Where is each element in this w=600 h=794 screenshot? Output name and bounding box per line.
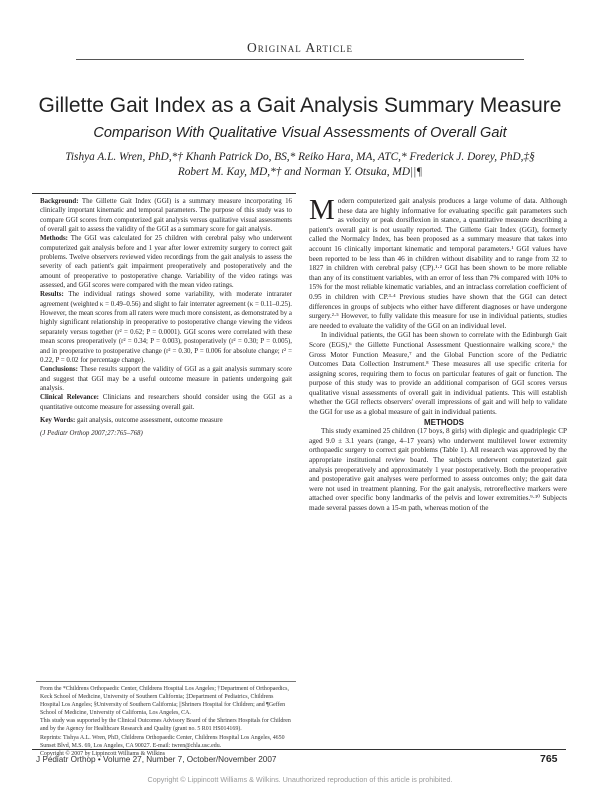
relevance-text: Clinicians and researchers should consider using the GGI as a quantitative outcome measure for assessing overall gait.: [40, 394, 292, 411]
footer-divider: [32, 749, 566, 750]
results-label: Results:: [40, 291, 64, 299]
intro-paragraph-1: [309, 194, 567, 331]
footnote-support: This study was supported by the Clinical Outcomes Advisory Board of the Shriners Hospitals for Children and by the Agency for Healthcare Research and Quality (grant no. 5 R01 HS014169).: [40, 718, 291, 733]
background-label: Background:: [40, 198, 79, 205]
footnotes: [40, 685, 292, 758]
citation: (J Pediatr Orthop 2007;27:765–768): [40, 430, 143, 438]
section-divider: [76, 59, 524, 60]
footnote-divider: [36, 681, 296, 682]
body-text: [309, 194, 567, 514]
methods-heading: METHODS: [424, 417, 464, 427]
abstract-keywords: [40, 416, 292, 425]
abstract-background: [40, 197, 292, 234]
article-subtitle: Comparison With Qualitative Visual Assessments of Overall Gait: [93, 125, 507, 141]
authors-line-2: Robert M. Kay, MD,*† and Norman Y. Otsuka, MD||¶: [177, 166, 423, 178]
authors-line-1: Tishya A.L. Wren, PhD,*† Khanh Patrick Do, BS,* Reiko Hara, MA, ATC,* Frederick J. Dorey, PhD,‡§: [65, 151, 535, 163]
abstract-methods: [40, 234, 292, 290]
intro-paragraph-1-text: odern computerized gait analysis produces a large volume of data. Although these data are highly informative for evaluating specific gait parameters such as velocity or peak dorsiflexion in stance, a quantitative measure describing a patient's overall gait is not usually reported. The Gillette Gait Index (GGI), formerly called the Normalcy Index, has been proposed as a summary measure that takes into account 16 clinically important kinematic and temporal parameters.¹ GGI values have been reported to be less than 46 in children without disability and to range from 32 to 1827 in children with cerebral palsy (CP).¹·² GGI has been shown to be more reliable than any of its constituent variables, with an error of less than 7% compared with 10% to 15% for the most reliable kinematic variables, and an intraclass correlation coefficient of 0.95 in children with CP.³·⁴ Previous studies have shown that the GGI can detect differences in groups of subjects who either have different diagnoses or have undergone surgery.²·⁵ However, to fully validate this measure for use in individual patients, studies are needed to evaluate the validity of the GGI on an individual level.: [309, 197, 567, 330]
footnote-copyright: Copyright © 2007 by Lippincott Williams & Wilkins: [40, 750, 166, 757]
keywords-label: Key Words:: [40, 416, 76, 424]
author-list: [40, 150, 560, 180]
drop-cap: M: [309, 194, 335, 226]
conclusions-label: Conclusions:: [40, 366, 78, 374]
footnote-reprints: Reprints: Tishya A.L. Wren, PhD, Childrens Orthopaedic Center, Childrens Hospital Los Angeles, 4650 Sunset Blvd, M.S. 69, Los Angeles, CA 90027. E-mail: twren@chla.usc.edu.: [40, 734, 285, 749]
intro-paragraph-2: In individual patients, the GGI has been shown to correlate with the Edinburgh Gait Score (EGS),⁶ the Gillette Functional Assessment Questionnaire walking score,⁶ the Gross Motor Function Measure,⁷ and the Global Function score of the Pediatric Outcomes Data Collection Instrument.⁸ These measures all use specific criteria for assigning scores, requiring them to focus on particular features of gait or function. The purpose of this study was to provide an additional comparison of GGI scores versus qualitative visual assessments of overall gait in individual patients. This will establish whether the GGI reflects observers' overall impressions of gait and will help to validate the GGI for use as a global measure of gait in individual patients.: [309, 331, 567, 417]
methods-label: Methods:: [40, 235, 68, 243]
copyright-notice: Copyright © Lippincott Williams & Wilkins. Unauthorized reproduction of this article is prohibited.: [147, 775, 453, 784]
keywords-text: gait analysis, outcome assessment, outcome measure: [77, 416, 223, 424]
abstract: [40, 197, 292, 439]
background-text: The Gillette Gait Index (GGI) is a summary measure incorporating 16 clinically important kinematic and temporal parameters. The purpose of this study was to compare GGI scores from computerized gait analysis versus qualitative visual assessments of overall gait to assess the validity of the GGI as a summary score for gait analysis.: [40, 198, 292, 234]
footnote-affiliations: From the *Childrens Orthopaedic Center, Childrens Hospital Los Angeles; †Department of Orthopaedics, Keck School of Medicine, University of Southern California; ‡Department of Pediatrics, Childrens Hospital Los Angeles; §University of Southern California; ||Shriners Hospital for Children; and ¶Geffen School of Medicine, University of California, Los Angeles, CA.: [40, 686, 289, 717]
results-text: The individual ratings showed some variability, with moderate intrarater agreement (weighted κ = 0.49–0.56) and slight to fair interrater agreement (κ = 0.11–0.25). However, the mean scores from all raters were much more consistent, as demonstrated by a highly significant relationship in preoperative to postoperative change viewing the videos separately versus together (r² = 0.62; P = 0.0001). GGI scores were correlated with these mean scores preoperatively (r² = 0.34; P = 0.003), postoperatively (r² = 0.30; P = 0.005), and in preoperative to postoperative change (r² = 0.30, P = 0.006 for absolute change; r² = 0.22, P = 0.02 for percentage change).: [40, 291, 292, 364]
journal-footer: J Pediatr Orthop • Volume 27, Number 7, October/November 2007: [36, 755, 277, 764]
relevance-label: Clinical Relevance:: [40, 394, 99, 402]
methods-text: The GGI was calculated for 25 children with cerebral palsy who underwent computerized gait analysis before and 1 year after lower extremity surgery to correct gait problems. Twelve observers reviewed video recordings from the gait analysis to assess the severity of each patient's gait impairment preoperatively and postoperatively and the amount of preoperative to postoperative change. Variability of the video ratings was assessed, and GGI scores were compared with the mean video ratings.: [40, 235, 292, 290]
abstract-relevance: [40, 393, 292, 412]
conclusions-text: These results support the validity of GGI as a gait analysis summary score and suggest that GGI may be a useful outcome measure in patients undergoing gait analysis.: [40, 366, 292, 392]
methods-paragraph: This study examined 25 children (17 boys, 8 girls) with diplegic and quadriplegic CP aged 9.0 ± 3.1 years (range, 4–17 years) who underwent multilevel lower extremity orthopaedic surgery to correct gait problems (Table 1). All research was approved by the appropriate institutional review board. The subjects underwent computerized gait analysis preoperatively and approximately 1 year postoperatively. Both the preoperative and postoperative gait analyses were performed to assess outcomes only; the gait data were not used in treatment planning. For the gait analysis, retroreflective markers were attached over specific bony landmarks of the pelvis and lower extremities.⁹·¹⁰ Subjects made several passes down a 15-m path, whereas motion of the: [309, 427, 567, 512]
section-label: Original Article: [246, 40, 354, 55]
abstract-conclusions: [40, 365, 292, 393]
page-number: 765: [540, 753, 558, 765]
article-title: Gillette Gait Index as a Gait Analysis Summary Measure: [38, 94, 562, 117]
abstract-results: [40, 290, 292, 365]
